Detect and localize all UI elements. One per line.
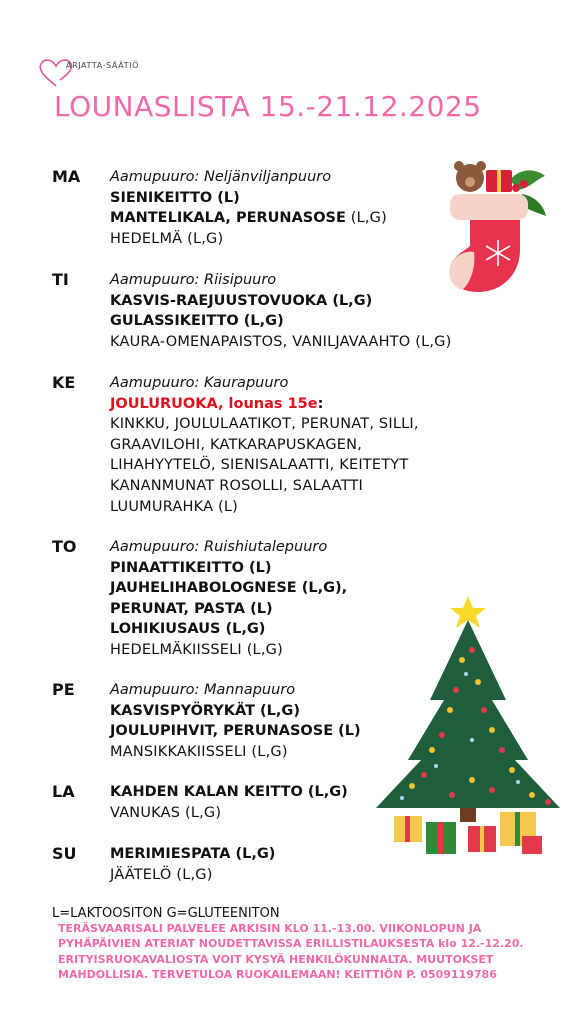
main-dish: JAUHELIHABOLOGNESE (L,G), [110,580,348,597]
side-dish: MANSIKKAKIISSELI (L,G) [110,743,288,760]
main-dish: KASVIS-RAEJUUSTOVUOKA (L,G) [110,292,373,309]
day-label: MA [52,167,81,186]
day-label: LA [52,782,75,801]
porridge-line: Aamupuuro: Neljänviljanpuuro [110,169,332,185]
menu-line: KANANMUNAT ROSOLLI, SALAATTI [110,477,364,494]
service-notice: TERÄSVAARISALI PALVELEE ARKISIN KLO 11.-13.00. VIIKONLOPUN JA PYHÄPÄIVIEN ATERIAT NOUDETTAVISSA ERILLISTILAUKSESTA klo 12.-12.20. ERITYISRUOKAVALIOSTA VOIT KYSYÄ HENKILÖKUNNALTA. MUUTOKSET MAHDOLLISIA. TERVETULOA RUOKAILEMAAN! KEITTIÖN P. 0509119786 [58,922,524,981]
special-meal: JOULURUOKA, lounas 15e [110,395,318,412]
side-dish: VANUKAS (L,G) [110,804,222,821]
menu-line: LIHAHYYTELÖ, SIENISALAATTI, KEITETYT [110,457,409,474]
main-dish: PERUNAT, PASTA (L) [110,600,273,617]
day-label: TI [52,270,69,289]
day-label: KE [52,373,76,392]
porridge-line: Aamupuuro: Kaurapuuro [110,375,289,391]
main-dish: PINAATTIKEITTO (L) [110,559,272,576]
main-dish: MANTELIKALA, PERUNASOSE [110,210,346,227]
side-dish: KAURA-OMENAPAISTOS, VANILJAVAAHTO (L,G) [110,333,452,350]
main-dish: LOHIKIUSAUS (L,G) [110,621,266,638]
christmas-stocking-icon [440,150,550,300]
main-dish: SIENIKEITTO (L) [110,189,240,206]
page-title: LOUNASLISTA 15.-21.12.2025 [54,90,482,123]
porridge-line: Aamupuuro: Riisipuuro [110,272,277,288]
main-dish: KAHDEN KALAN KEITTO (L,G) [110,784,348,800]
side-dish: JÄÄTELÖ (L,G) [110,866,213,883]
main-dish: GULASSIKEITTO (L,G) [110,313,284,330]
day-label: PE [52,680,75,699]
side-dish: HEDELMÄKIISSELI (L,G) [110,641,283,658]
side-dish: HEDELMÄ (L,G) [110,230,224,247]
porridge-line: Aamupuuro: Mannapuuro [110,682,296,698]
diet-suffix: (L,G) [345,210,387,227]
main-dish: KASVISPYÖRYKÄT (L,G) [110,702,300,719]
porridge-line: Aamupuuro: Ruishiutalepuuro [110,539,328,555]
day-label: SU [52,844,77,863]
logo-text: ARJATTA-SÄÄTIÖ [66,61,140,70]
main-dish: JOULUPIHVIT, PERUNASOSE (L) [110,723,361,740]
menu-line: KINKKU, JOULULAATIKOT, PERUNAT, SILLI, [110,416,419,433]
menu-line: LUUMURAHKA (L) [110,498,238,515]
main-dish: MERIMIESPATA (L,G) [110,846,276,862]
day-label: TO [52,537,77,556]
diet-legend: L=LAKTOOSITON G=GLUTEENITON [52,906,280,921]
christmas-tree-icon [372,590,568,862]
menu-line: GRAAVILOHI, KATKARAPUSKAGEN, [110,436,363,453]
